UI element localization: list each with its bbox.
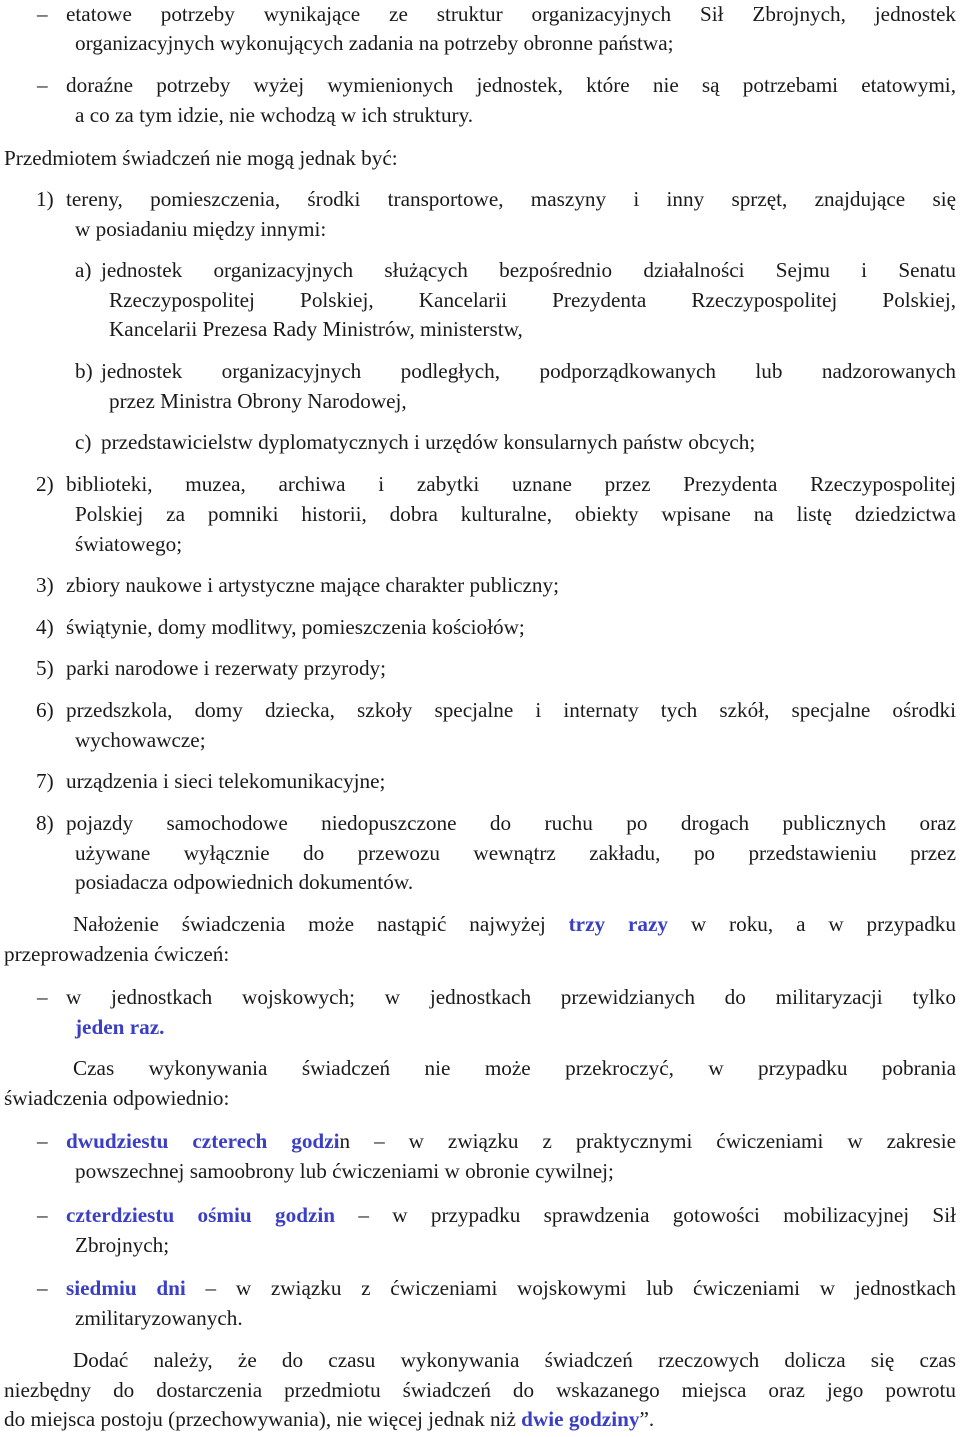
item-number: 1)	[36, 187, 54, 211]
text-line: siedmiu dni – w związku z ćwiczeniami wojskowymi lub ćwiczeniami w jednostkach	[66, 1276, 957, 1300]
text-line: używane wyłącznie do przewozu wewnątrz zakładu, po przedstawieniu przez	[75, 841, 956, 865]
item-number: 7)	[36, 769, 54, 793]
dash-marker: –	[37, 1129, 48, 1153]
item-letter: c)	[75, 430, 92, 454]
text-line: jednostek organizacyjnych podległych, podporządkowanych lub nadzorowanych	[101, 359, 956, 383]
text-line: Czas wykonywania świadczeń nie może przekroczyć, w przypadku pobrania	[73, 1056, 956, 1080]
item-letter: b)	[75, 359, 93, 383]
highlight-text: czterdziestu ośmiu godzin	[66, 1203, 336, 1227]
intro-text: Przedmiotem świadczeń nie mogą jednak być:	[4, 146, 398, 170]
highlight-text: trzy razy	[568, 912, 668, 936]
text-line: dwudziestu czterech godzin – w związku z praktycznymi ćwiczeniami w zakresie	[66, 1129, 956, 1153]
dash-marker: –	[37, 1203, 48, 1227]
text-line: światowego;	[75, 532, 183, 556]
item-number: 3)	[36, 573, 54, 597]
text-line: a co za tym idzie, nie wchodzą w ich struktury.	[75, 103, 474, 127]
item-number: 6)	[36, 698, 54, 722]
text-line: w posiadaniu między innymi:	[75, 217, 327, 241]
dash-marker: –	[37, 985, 48, 1009]
text-line: etatowe potrzeby wynikające ze struktur organizacyjnych Sił Zbrojnych, jednostek	[66, 2, 956, 26]
text-line: w jednostkach wojskowych; w jednostkach przewidzianych do militaryzacji tylko	[66, 985, 956, 1009]
text-line: jednostek organizacyjnych służących bezpośrednio działalności Sejmu i Senatu	[101, 258, 956, 282]
text-line: posiadacza odpowiednich dokumentów.	[75, 870, 414, 894]
item-number: 2)	[36, 472, 54, 496]
text-line: przedszkola, domy dziecka, szkoły specjalne i internaty tych szkół, specjalne ośrodki	[66, 698, 956, 722]
dash-marker: –	[37, 1276, 48, 1300]
dash-marker: –	[37, 73, 48, 97]
item-number: 4)	[36, 615, 54, 639]
text-line: do miejsca postoju (przechowywania), nie więcej jednak niż dwie godziny”.	[4, 1407, 655, 1431]
text-line: zmilitaryzowanych.	[75, 1306, 243, 1330]
highlight-text: dwie godziny	[521, 1407, 640, 1431]
item-letter: a)	[75, 258, 92, 282]
text-line: niezbędny do dostarczenia przedmiotu świadczeń do wskazanego miejsca oraz jego powrotu	[4, 1378, 956, 1402]
item-number: 5)	[36, 656, 54, 680]
highlight-text: dwudziestu czterech godzi	[66, 1129, 340, 1153]
text-line: zbiory naukowe i artystyczne mające charakter publiczny;	[66, 573, 559, 597]
text-line: świątynie, domy modlitwy, pomieszczenia kościołów;	[66, 615, 525, 639]
text-line: organizacyjnych wykonujących zadania na potrzeby obronne państwa;	[75, 31, 674, 55]
highlight-text: siedmiu dni	[66, 1276, 186, 1300]
text-line: tereny, pomieszczenia, środki transportowe, maszyny i inny sprzęt, znajdujące się	[66, 187, 956, 211]
dash-marker: –	[37, 2, 48, 26]
item-number: 8)	[36, 811, 54, 835]
text-line: Kancelarii Prezesa Rady Ministrów, ministerstw,	[109, 317, 523, 341]
text-line: parki narodowe i rezerwaty przyrody;	[66, 656, 387, 680]
text-line: powszechnej samoobrony lub ćwiczeniami w obronie cywilnej;	[75, 1159, 614, 1183]
text-line: doraźne potrzeby wyżej wymienionych jednostek, które nie są potrzebami etatowymi,	[66, 73, 956, 97]
text-line: wychowawcze;	[75, 728, 206, 752]
text-line: biblioteki, muzea, archiwa i zabytki uznane przez Prezydenta Rzeczypospolitej	[66, 472, 956, 496]
text-line: Rzeczypospolitej Polskiej, Kancelarii Prezydenta Rzeczypospolitej Polskiej,	[109, 288, 956, 312]
text-line: Dodać należy, że do czasu wykonywania świadczeń rzeczowych dolicza się czas	[73, 1348, 956, 1372]
text-line: przez Ministra Obrony Narodowej,	[109, 389, 407, 413]
text-line: świadczenia odpowiednio:	[4, 1086, 230, 1110]
highlight-text: jeden raz.	[75, 1015, 165, 1039]
text-line: urządzenia i sieci telekomunikacyjne;	[66, 769, 386, 793]
text-line: przeprowadzenia ćwiczeń:	[4, 942, 230, 966]
text-line: pojazdy samochodowe niedopuszczone do ruchu po drogach publicznych oraz	[66, 811, 956, 835]
text-line: czterdziestu ośmiu godzin – w przypadku sprawdzenia gotowości mobilizacyjnej Sił	[66, 1203, 956, 1227]
text-line: Nałożenie świadczenia może nastąpić najwyżej trzy razy w roku, a w przypadku	[73, 912, 956, 936]
text-line: przedstawicielstw dyplomatycznych i urzędów konsularnych państw obcych;	[101, 430, 756, 454]
text-line: Polskiej za pomniki historii, dobra kulturalne, obiekty wpisane na listę dziedzictwa	[75, 502, 956, 526]
text-line: Zbrojnych;	[75, 1233, 170, 1257]
